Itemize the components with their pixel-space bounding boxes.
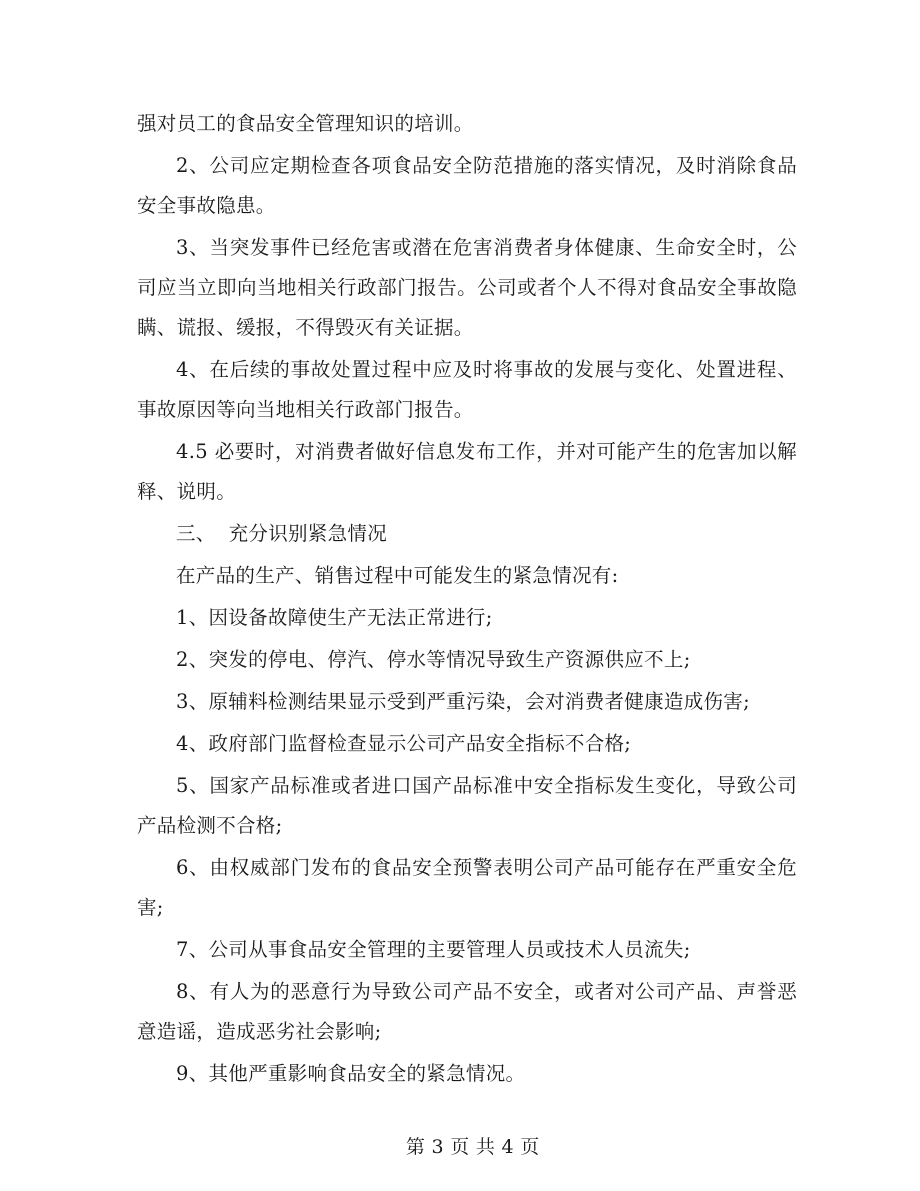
paragraph-5: 4.5 必要时，对消费者做好信息发布工作，并对可能产生的危害加以解释、说明。 [137, 440, 797, 503]
list-item-6: 6、由权威部门发布的食品安全预警表明公司产品可能存在严重安全危害; [137, 856, 797, 919]
paragraph-2: 2、公司应定期检查各项食品安全防范措施的落实情况，及时消除食品安全事故隐患。 [137, 154, 797, 217]
section-heading: 三、 充分识别紧急情况 [176, 522, 387, 545]
list-item-8: 8、有人为的恶意行为导致公司产品不安全，或者对公司产品、声誉恶意造谣，造成恶劣社会影响; [137, 980, 797, 1043]
list-item-9: 9、其他严重影响食品安全的紧急情况。 [176, 1062, 526, 1085]
paragraph-1: 强对员工的食品安全管理知识的培训。 [137, 112, 474, 135]
list-item-4: 4、政府部门监督检查显示公司产品安全指标不合格; [176, 732, 632, 755]
page-number: 第 3 页 共 4 页 [405, 1136, 540, 1158]
list-item-3: 3、原辅料检测结果显示受到严重污染，会对消费者健康造成伤害; [176, 690, 750, 713]
document-body [137, 104, 797, 1096]
list-item-1: 1、因设备故障使生产无法正常进行; [176, 606, 493, 629]
paragraph-intro: 在产品的生产、销售过程中可能发生的紧急情况有: [176, 564, 619, 587]
list-item-2: 2、突发的停电、停汽、停水等情况导致生产资源供应不上; [176, 648, 691, 671]
paragraph-4: 4、在后续的事故处置过程中应及时将事故的发展与变化、处置进程、事故原因等向当地相关行政部门报告。 [137, 358, 797, 421]
list-item-5: 5、国家产品标准或者进口国产品标准中安全指标发生变化，导致公司产品检测不合格; [137, 774, 797, 837]
paragraph-3: 3、当突发事件已经危害或潜在危害消费者身体健康、生命安全时，公司应当立即向当地相关行政部门报告。公司或者个人不得对食品安全事故隐瞒、谎报、缓报，不得毁灭有关证据。 [137, 236, 797, 339]
page-footer [0, 1110, 920, 1181]
list-item-7: 7、公司从事食品安全管理的主要管理人员或技术人员流失; [176, 938, 691, 961]
